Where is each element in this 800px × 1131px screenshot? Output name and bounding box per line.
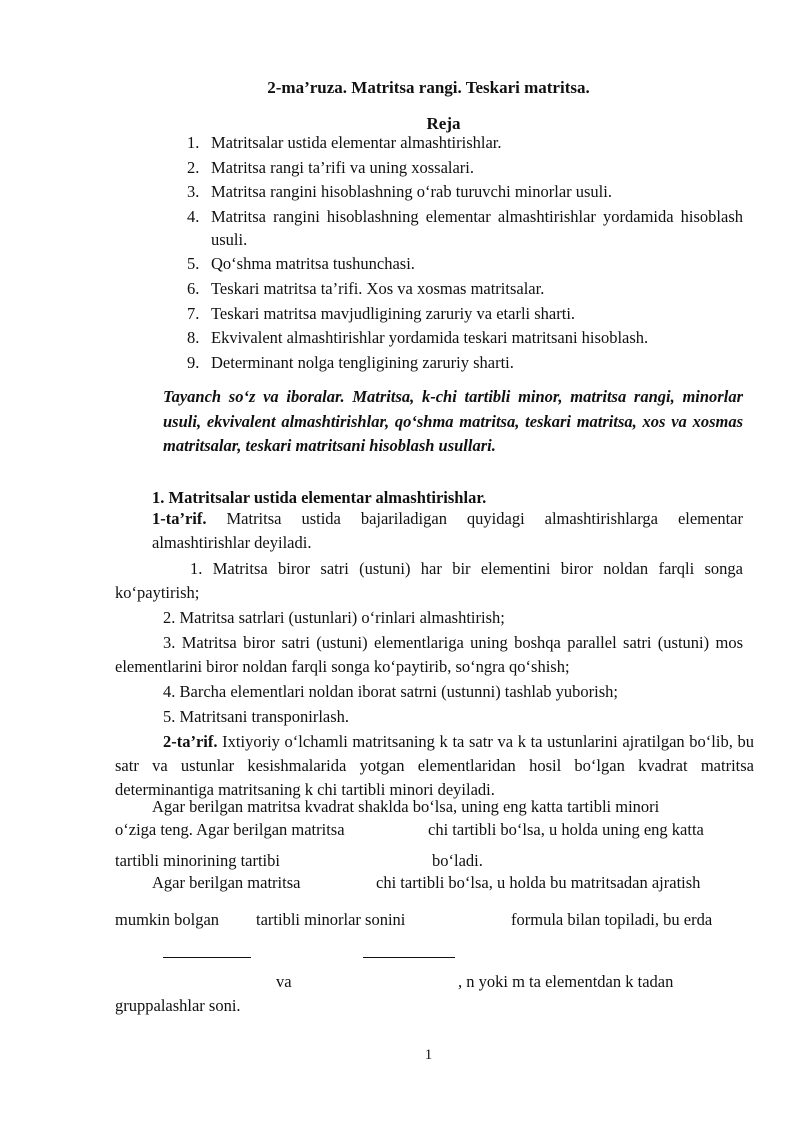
paragraph-minors-line-2a: mumkin bolgan bbox=[115, 910, 220, 929]
transformation-1: 1. Matritsa biror satri (ustuni) har bir elementini biror noldan farqli songa ko‘paytirish; bbox=[115, 559, 743, 602]
definition-2 bbox=[115, 730, 754, 802]
paragraph-rank-line-3a: tartibli minorining tartibi bbox=[115, 851, 280, 870]
paragraph-minors-line-3a: va bbox=[276, 972, 292, 991]
plan-list bbox=[187, 131, 743, 375]
plan-item: 2. Matritsa rangi ta’rifi va uning xossalari. bbox=[187, 157, 475, 177]
paragraph-rank-line-2b: chi tartibli bo‘lsa, u holda uning eng katta bbox=[428, 820, 704, 839]
definition-2-text: Ixtiyoriy o‘lchamli matritsaning k ta satr va k ta ustunlarini ajratilgan bo‘lib, bu satr va ustunlar kesishmalarida yotgan elementlaridan hosil bo‘lgan kvadrat matritsa determinantiga matritsaning k chi tartibli minori deyiladi. bbox=[115, 732, 754, 799]
paragraph-rank-line-3b: bo‘ladi. bbox=[432, 851, 483, 870]
transformation-5: 5. Matritsani transponirlash. bbox=[163, 707, 350, 726]
plan-item: 8. Ekvivalent almashtirishlar yordamida teskari matritsani hisoblash. bbox=[187, 328, 649, 348]
paragraph-rank-line-1: Agar berilgan matritsa kvadrat shakldа bo‘lsa, uning eng katta tartibli minori bbox=[152, 797, 660, 816]
paragraph-minors-line-1a: Agar berilgan matritsa bbox=[152, 873, 301, 892]
paragraph-rank-line-2a: o‘ziga teng. Agar berilgan matritsa bbox=[115, 820, 345, 839]
definition-1 bbox=[152, 507, 743, 555]
paragraph-minors-line-1b: chi tartibli bo‘lsa, u holda bu matritsadan ajratish bbox=[376, 873, 701, 892]
plan-item: 1. Matritsalar ustida elementar almashtirishlar. bbox=[187, 133, 502, 152]
paragraph-minors-line-4: gruppalashlar soni. bbox=[115, 996, 241, 1015]
transformation-4: 4. Barcha elementlari noldan iborat satrni (ustunni) tashlab yuborish; bbox=[163, 682, 619, 701]
definition-1-label: 1-ta’rif. bbox=[152, 509, 207, 528]
definition-1-text: Matritsa ustida bajariladigan quyidagi almashtirishlarga elementar almashtirishlar deyiladi. bbox=[152, 509, 743, 552]
lecture-title: 2-ma’ruza. Matritsa rangi. Teskari matritsa. bbox=[267, 78, 590, 97]
paragraph-minors-line-3b: , n yoki m ta elementdan k tadan bbox=[458, 972, 674, 991]
transformation-2: 2. Matritsa satrlari (ustunlari) o‘rinlari almashtirish; bbox=[163, 608, 505, 627]
formula-placeholder-line bbox=[163, 957, 251, 958]
plan-heading: Reja bbox=[426, 114, 461, 133]
plan-item: 3. Matritsa rangini hisoblashning o‘rab turuvchi minorlar usuli. bbox=[187, 182, 612, 202]
plan-item: 7. Teskari matritsa mavjudligining zaruriy va etarli sharti. bbox=[187, 303, 576, 323]
plan-item: 6. Teskari matritsa ta’rifi. Xos va xosmas matritsalar. bbox=[187, 278, 545, 298]
transformation-3: 3. Matritsa biror satri (ustuni) elementlariga uning boshqa parallel satri (ustuni) mos elementlarini biror noldan farqli songa ko‘paytirib, so‘ngra qo‘shish; bbox=[115, 633, 743, 676]
paragraph-minors-line-2c: formula bilan topiladi, bu erda bbox=[511, 910, 713, 929]
page-number: 1 bbox=[424, 1047, 433, 1063]
formula-placeholder-line bbox=[363, 957, 455, 958]
section-heading: 1. Matritsalar ustida elementar almashtirishlar. bbox=[152, 488, 487, 507]
plan-item: 4. Matritsa rangini hisoblashning elementar almashtirishlar yordamida hisoblash usuli. bbox=[187, 206, 743, 249]
plan-item: 5. Qo‘shma matritsa tushunchasi. bbox=[187, 254, 415, 274]
plan-item: 9. Determinant nolga tengligining zaruriy sharti. bbox=[187, 352, 514, 372]
keywords-paragraph: Tayanch so‘z va iboralar. Matritsa, k-chi tartibli minor, matritsa rangi, minorlar usuli, ekvivalent almashtirishlar, qo‘shma matritsa, teskari matritsa, xos va xosmas matritsalar, teskari matritsani hisoblash usullari. bbox=[163, 387, 743, 455]
paragraph-minors-line-2b: tartibli minorlar sonini bbox=[256, 910, 406, 929]
definition-2-label: 2-ta’rif. bbox=[163, 732, 218, 751]
